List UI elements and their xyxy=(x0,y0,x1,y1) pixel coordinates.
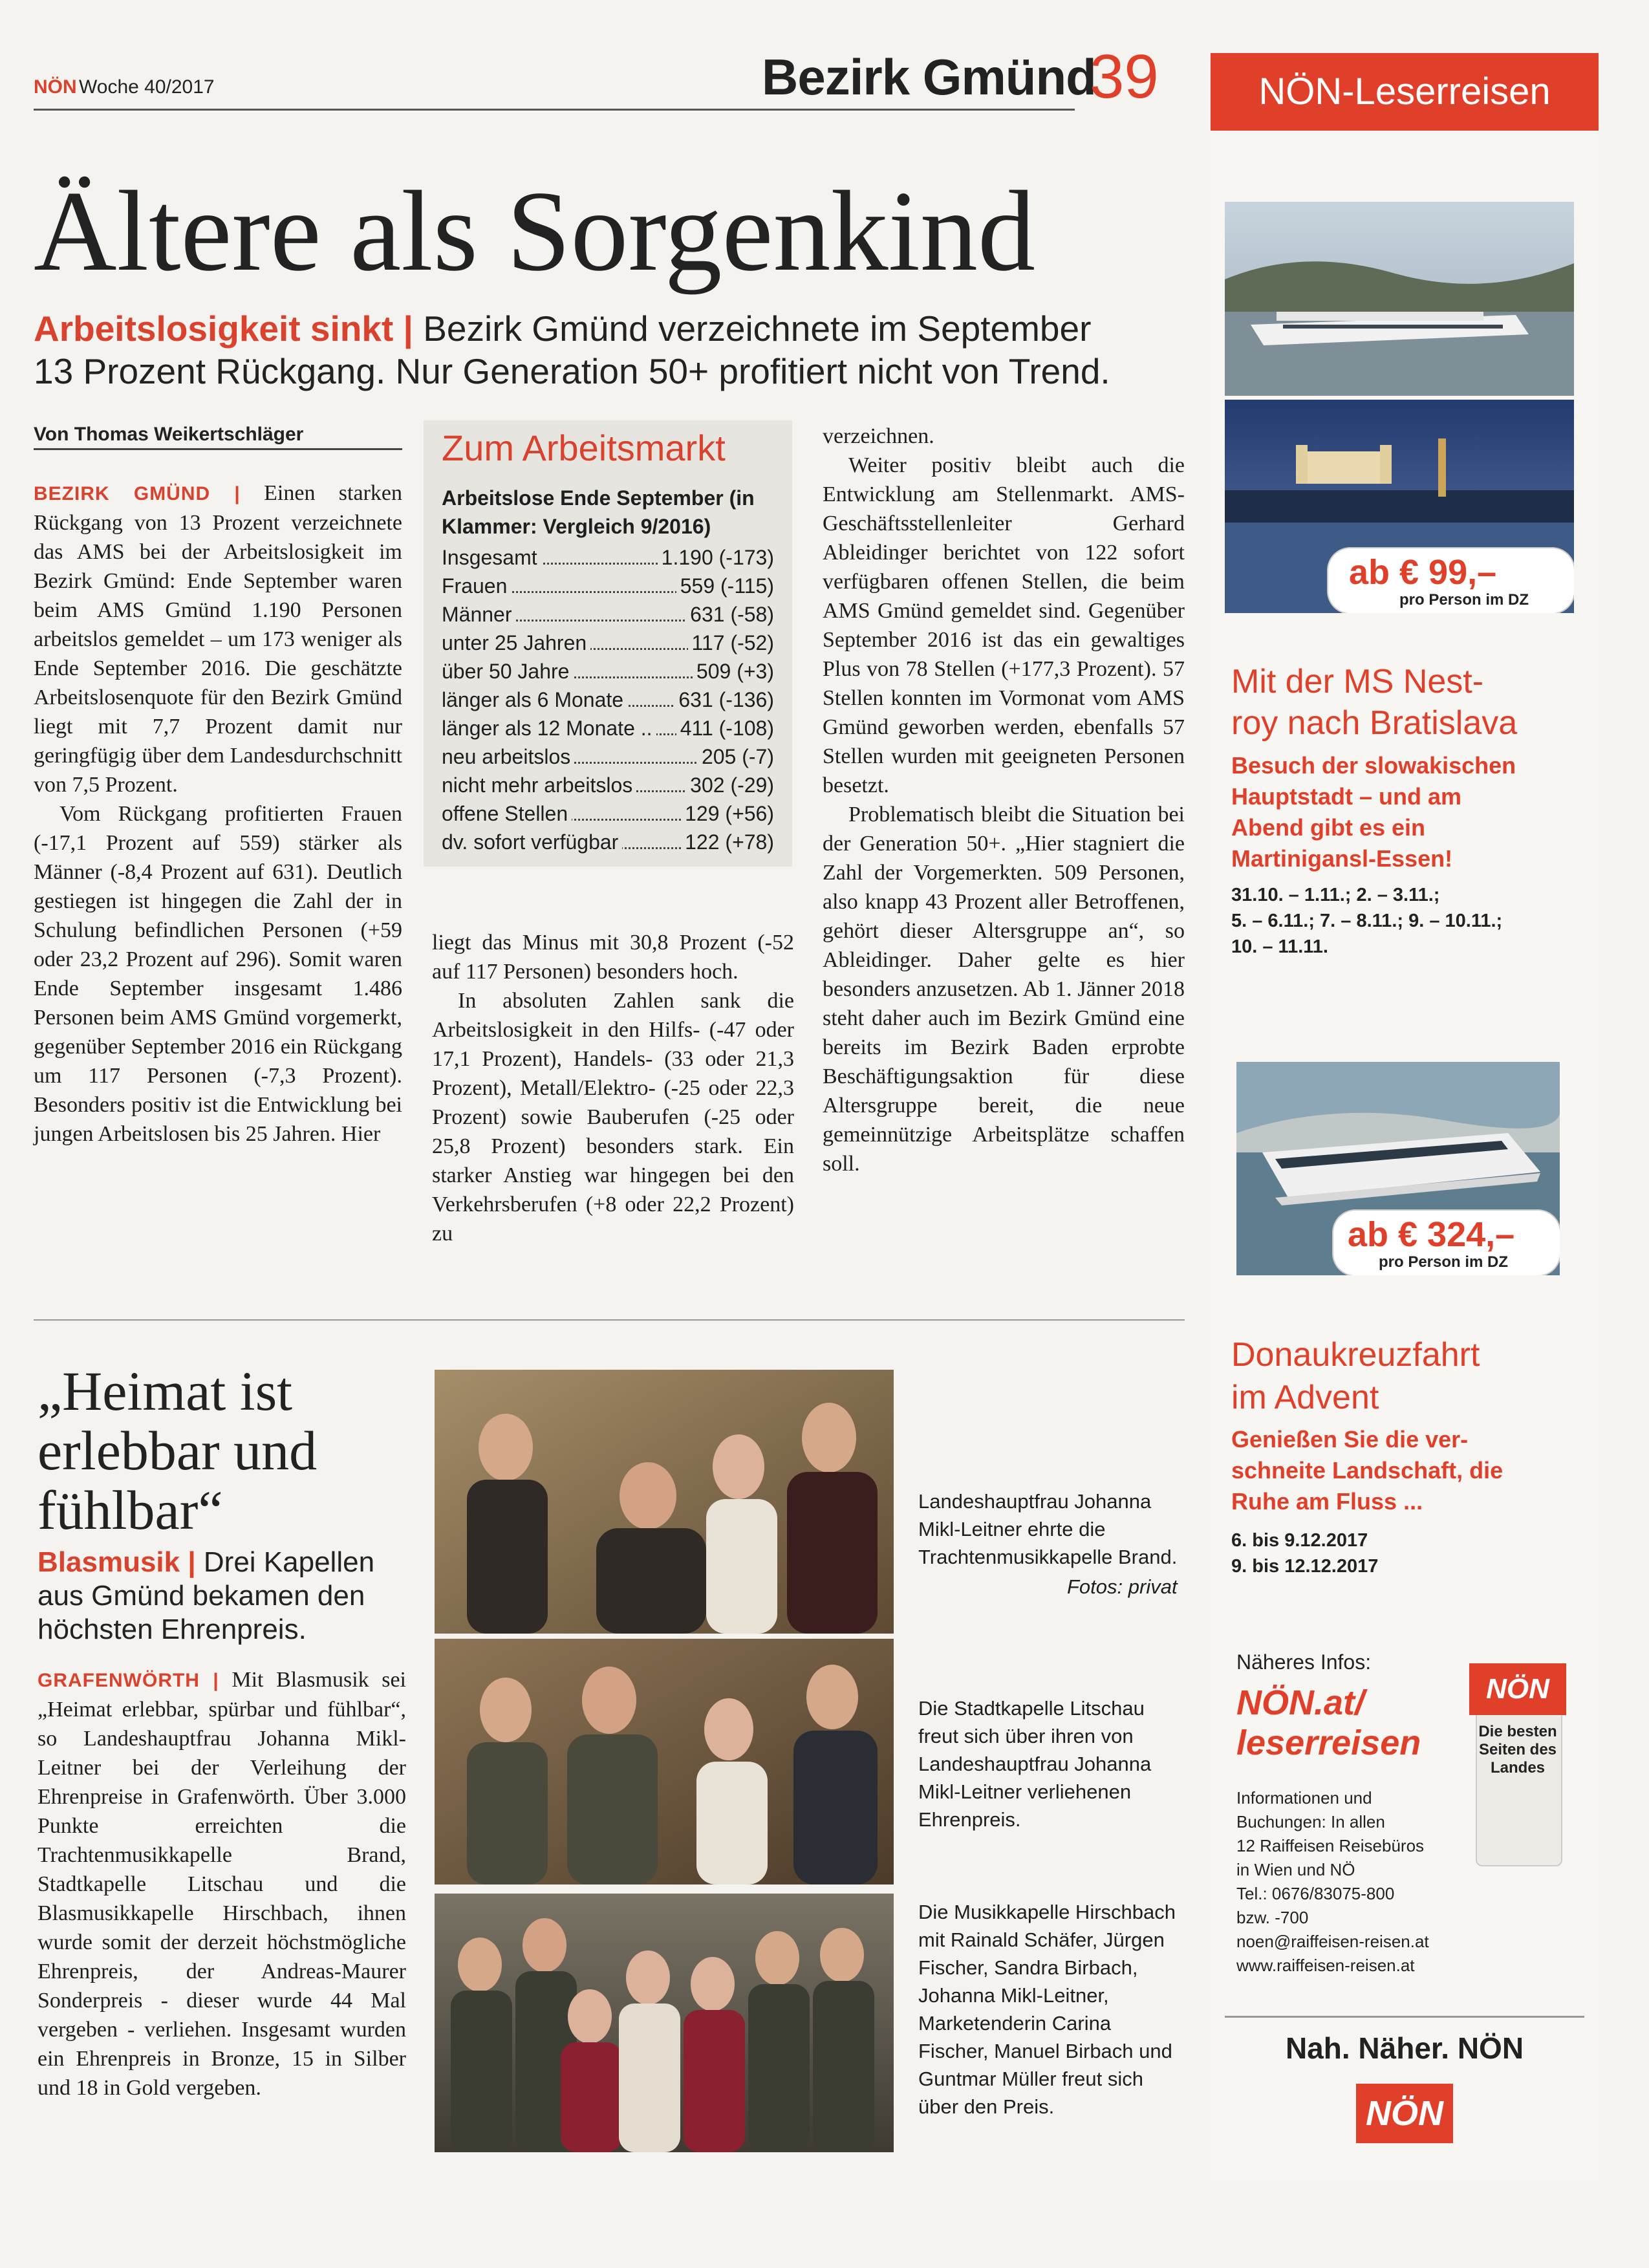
badge-brand: NÖN xyxy=(1469,1663,1566,1715)
info-detail-line: 12 Raiffeisen Reisebüros xyxy=(1236,1836,1425,1855)
info-detail-line[interactable]: noen@raiffeisen-reisen.at xyxy=(1236,1932,1429,1951)
dateline: BEZIRK GMÜND | xyxy=(34,483,241,504)
article2-title-line-1: „Heimat ist xyxy=(38,1360,293,1422)
article2-deck-line-3: höchsten Ehrenpreis. xyxy=(38,1614,307,1645)
info-detail-line[interactable]: www.raiffeisen-reisen.at xyxy=(1236,1956,1415,1975)
offer2-dates-line-2: 9. bis 12.12.2017 xyxy=(1231,1556,1379,1577)
fact-row xyxy=(424,572,792,600)
col2-para-2: In absoluten Zahlen sank die Arbeitslosigkeit in den Hilfs- (-47 oder 17,1 Prozent), Handels- (33 oder 21,3 Prozent), Metall/Elektro- (-25 oder 22,3 Prozent) sowie Bauberufen (-25 oder 25,8 Prozent) besonders stark. Ein starker Anstieg war hingegen bei den Verkehrsberufen (+8 oder 22,2 Prozent) zu xyxy=(432,989,794,1246)
fact-row xyxy=(424,600,792,629)
fact-row xyxy=(424,771,792,799)
fact-row xyxy=(424,657,792,686)
info-link[interactable] xyxy=(1236,1683,1421,1763)
fact-row xyxy=(424,629,792,657)
badge-slogan-line-3: Landes xyxy=(1490,1759,1546,1777)
fact-row-value: 117 (-52) xyxy=(688,629,774,657)
fact-row-value: 129 (+56) xyxy=(681,799,774,828)
fact-row-label: Frauen xyxy=(442,572,511,600)
fact-row-label: offene Stellen xyxy=(442,799,572,828)
offer2-sub-line-3: Ruhe am Fluss ... xyxy=(1231,1488,1423,1515)
price-badge-donau xyxy=(1333,1211,1560,1275)
fact-row-label: unter 25 Jahren xyxy=(442,629,590,657)
page-number: 39 xyxy=(1090,42,1159,111)
article-divider xyxy=(34,1319,1185,1321)
info-link-line-2[interactable]: leserreisen xyxy=(1236,1723,1421,1762)
article2-title xyxy=(38,1361,317,1540)
fact-row xyxy=(424,543,792,572)
fact-row-value: 631 (-58) xyxy=(686,600,774,629)
offer2-sub-line-1: Genießen Sie die ver- xyxy=(1231,1426,1469,1453)
price-donau: ab € 324,– xyxy=(1348,1215,1515,1254)
sidebar-leserreisen xyxy=(1211,53,1599,2181)
col2-para-1: liegt das Minus mit 30,8 Prozent (-52 auf 117 Personen) besonders hoch. xyxy=(432,931,794,984)
info-detail-line: Tel.: 0676/83075-800 xyxy=(1236,1884,1395,1903)
offer1-sub-line-2: Hauptstadt – und am xyxy=(1231,783,1462,810)
fact-row-label: neu arbeitslos xyxy=(442,742,574,771)
sidebar-header xyxy=(1211,53,1599,131)
offer2-title-line-2: im Advent xyxy=(1231,1379,1379,1416)
header-rule xyxy=(34,109,1075,111)
offer1-title xyxy=(1231,661,1517,744)
caption-litschau: Die Stadtkapelle Litschau freut sich über ihren von Landeshauptfrau Johanna Mikl-Leitner verliehenen Ehrenpreis. xyxy=(918,1697,1152,1831)
offer2-title-line-1: Donaukreuzfahrt xyxy=(1231,1336,1480,1374)
offer2-subtitle xyxy=(1231,1424,1503,1517)
fact-row-value: 631 (-136) xyxy=(674,686,774,714)
fact-row xyxy=(424,799,792,828)
offer2-dates xyxy=(1231,1528,1378,1579)
noen-badge-figure xyxy=(1469,1663,1566,1864)
col1-para-1: Einen starken Rückgang von 13 Prozent verzeichnete das AMS bei der Arbeitslosigkeit im Bezirk Gmünd: Ende September waren beim AMS Gmünd 1.190 Personen arbeitslos gemeldet – um 173 weniger als Ende September 2016. Die geschätzte Arbeitslosenquote für den Bezirk Gmünd liegt mit 7,7 Prozent damit nur geringfügig über dem Landesdurchschnitt von 7,5 Prozent. xyxy=(34,481,402,797)
fact-row-value: 411 (-108) xyxy=(676,714,774,742)
fact-table xyxy=(424,543,792,856)
article2-title-line-3: fühlbar“ xyxy=(38,1479,223,1541)
sidebar-header-text: NÖN-Leserreisen xyxy=(1258,70,1551,113)
fact-row-label: länger als 12 Monate .. xyxy=(442,714,656,742)
article2-title-line-2: erlebbar und xyxy=(38,1420,318,1482)
offer1-sub-line-4: Martiniganѕl-Essen! xyxy=(1231,845,1453,872)
section-title: Bezirk Gmünd xyxy=(762,49,1096,105)
offer1-dates-line-2: 5. – 6.11.; 7. – 8.11.; 9. – 10.11.; xyxy=(1231,911,1503,931)
price-badge-bratislava xyxy=(1328,548,1574,613)
sidebar-footer-logo: NÖN xyxy=(1356,2084,1453,2143)
offer1-dates-line-1: 31.10. – 1.11.; 2. – 3.11.; xyxy=(1231,885,1440,905)
col3-para-2: Weiter positiv bleibt auch die Entwicklung am Stellenmarkt. AMS-Geschäftsstellenleiter Gerhard Ableidinger berichtet von 122 sofort verfügbaren offenen Stellen, die beim AMS Gmünd gemeldet sind. Gegenüber September 2016 ist das ein gewaltiges Plus von 78 Stellen (+177,3 Prozent). 57 Stellen konnten im Vormonat vom AMS Gmünd geworben werden, ebenfalls 57 Stellen wurden mit geeigneten Personen besetzt. xyxy=(823,453,1185,797)
col1-para-2: Vom Rückgang profitierten Frauen (-17,1 Prozent auf 559) stärker als Männer (-8,4 Prozent auf 631). Deutlich gestiegen ist hingegen die Zahl der in Schulung befindlichen Personen (+59 oder 23,2 Prozent auf 296). Somit waren Ende September insgesamt 1.486 Personen beim AMS Gmünd vorgemerkt, gegenüber September 2016 ein Rückgang um 117 Personen (-7,3 Prozent). Besonders positiv ist die Entwicklung bei jungen Arbeitslosen bis 25 Jahren. Hier xyxy=(34,802,402,1146)
badge-slogan-line-2: Seiten des xyxy=(1478,1741,1557,1758)
sidebar-footer-rule xyxy=(1225,2016,1584,2018)
price-note-donau: pro Person im DZ xyxy=(1379,1253,1509,1271)
article2-body xyxy=(38,1665,406,2102)
article2-deck-kicker: Blasmusik | xyxy=(38,1546,196,1578)
fact-row xyxy=(424,686,792,714)
fact-row-label: über 50 Jahre xyxy=(442,657,573,686)
photo-cruise-ship xyxy=(1236,1062,1560,1275)
article2-deck-line-1: Drei Kapellen xyxy=(203,1546,375,1578)
photo-river-ship xyxy=(1225,202,1574,396)
price-note-bratislava: pro Person im DZ xyxy=(1399,591,1529,609)
deck-text-1: Bezirk Gmünd verzeichnete im September xyxy=(423,308,1092,349)
offer1-title-line-1: Mit der MS Nest- xyxy=(1231,663,1484,700)
article1-col3 xyxy=(823,422,1185,1178)
article1-col2 xyxy=(432,928,794,1248)
fact-row xyxy=(424,714,792,742)
fact-row-value: 302 (-29) xyxy=(686,771,774,799)
info-detail-line: Informationen und xyxy=(1236,1788,1372,1808)
col3-para-1: verzeichnen. xyxy=(823,424,934,448)
photo-bratislava xyxy=(1225,400,1574,613)
info-link-line-1[interactable]: NÖN.at/ xyxy=(1236,1683,1365,1722)
fact-row-value: 1.190 (-173) xyxy=(658,543,774,572)
article1-col1 xyxy=(34,479,402,1149)
col3-para-3: Problematisch bleibt die Situation bei der Generation 50+. „Hier stagniert die Zahl der Vorgemerkten. 509 Personen, also knapp 43 Prozent aller Betroffenen, gehört dieser Altersgruppe an“, so Ableidinger. Daher gelte es hier besonders anzusetzen. Ab 1. Jänner 2018 steht daher auch im Bezirk Gmünd eine bereits im Bezirk Baden erprobte Beschäftigungsaktion für diese Altersgruppe bereit, die neue gemeinnützige Arbeitsplätze schaffen soll. xyxy=(823,803,1185,1176)
fact-row-label: Insgesamt xyxy=(442,543,541,572)
offer1-dates-line-3: 10. – 11.11. xyxy=(1231,936,1328,957)
article2-body-text: Mit Blasmusik sei „Heimat erlebbar, spürbar und fühlbar“, so Landeshauptfrau Johanna Mikl-Leitner bei der Verleihung der Ehrenpreise in Grafenwörth. Über 3.000 Punkte erreichten die Trachtenmusikkapelle Brand, Stadtkapelle Litschau und die Blasmusikkapelle Hirschbach, ihnen wurde somit der derzeit höchstmögliche Ehrenpreis, der Andreas-Maurer Sonderpreis - dieser wurde 44 Mal vergeben - verliehen. Insgesamt wurden ein Ehrenpreis in Bronze, 15 in Silber und 18 in Gold vergeben. xyxy=(38,1668,407,2100)
photo-stadtkapelle-litschau xyxy=(435,1639,894,1885)
fact-box-subtitle: Arbeitslose Ende September (in Klammer: Vergleich 9/2016) xyxy=(442,486,755,538)
offer2-title xyxy=(1231,1334,1480,1419)
deck-text-2: 13 Prozent Rückgang. Nur Generation 50+ profitiert nicht von Trend. xyxy=(34,351,1110,391)
info-detail-line: bzw. -700 xyxy=(1236,1908,1309,1927)
fact-row-label: nicht mehr arbeitslos xyxy=(442,771,636,799)
photo-credit: Fotos: privat xyxy=(1067,1575,1178,1598)
header-brand: NÖN xyxy=(34,76,77,98)
offer2-dates-line-1: 6. bis 9.12.2017 xyxy=(1231,1530,1368,1551)
article2-dateline: GRAFENWÖRTH | xyxy=(38,1670,219,1691)
photo-musikkapelle-hirschbach xyxy=(435,1894,894,2152)
deck-kicker: Arbeitslosigkeit sinkt | xyxy=(34,308,413,349)
fact-row-label: dv. sofort verfügbar xyxy=(442,828,622,856)
fact-row-value: 205 (-7) xyxy=(698,742,774,771)
fact-row xyxy=(424,742,792,771)
photo-trachtenmusikkapelle-brand xyxy=(435,1370,894,1634)
info-label: Näheres Infos: xyxy=(1236,1650,1372,1674)
fact-row-value: 559 (-115) xyxy=(676,572,774,600)
fact-box-title: Zum Arbeitsmarkt xyxy=(442,427,726,468)
caption-hirschbach: Die Musikkapelle Hirschbach mit Rainald Schäfer, Jürgen Fischer, Sandra Birbach, Johanna Mikl-Leitner, Marketenderin Carina Fischer, Manuel Birbach und Guntmar Müller freut sich über den Preis. xyxy=(918,1901,1176,2118)
offer2-sub-line-2: schneite Landschaft, die xyxy=(1231,1457,1503,1484)
fact-row-label: länger als 6 Monate xyxy=(442,686,627,714)
info-detail-line: Buchungen: In allen xyxy=(1236,1812,1385,1831)
info-detail-line: in Wien und NÖ xyxy=(1236,1860,1355,1879)
offer1-sub-line-1: Besuch der slowakischen xyxy=(1231,752,1516,779)
article2-deck xyxy=(38,1546,426,1647)
article-title: Ältere als Sorgenkind xyxy=(34,167,1035,295)
fact-row-value: 509 (+3) xyxy=(693,657,774,686)
offer1-title-line-2: roy nach Bratislava xyxy=(1231,704,1518,742)
fact-row xyxy=(424,828,792,856)
article2-deck-line-2: aus Gmünd bekamen den xyxy=(38,1580,365,1612)
fact-box xyxy=(424,420,792,867)
sidebar-slogan: Nah. Näher. NÖN xyxy=(1285,2031,1524,2065)
offer1-sub-line-3: Abend gibt es ein xyxy=(1231,814,1426,841)
fact-row-value: 122 (+78) xyxy=(681,828,774,856)
article-deck xyxy=(34,307,1172,393)
caption-brand: Landeshauptfrau Johanna Mikl-Leitner ehrte die Trachtenmusikkapelle Brand. xyxy=(918,1490,1178,1568)
byline: Von Thomas Weikertschläger xyxy=(34,424,402,450)
fact-row-label: Männer xyxy=(442,600,516,629)
info-details xyxy=(1236,1786,1429,1978)
badge-slogan-line-1: Die besten xyxy=(1478,1723,1557,1740)
offer1-subtitle xyxy=(1231,750,1516,874)
offer1-dates xyxy=(1231,882,1502,960)
price-bratislava: ab € 99,– xyxy=(1349,553,1497,592)
header-week: Woche 40/2017 xyxy=(79,76,215,98)
